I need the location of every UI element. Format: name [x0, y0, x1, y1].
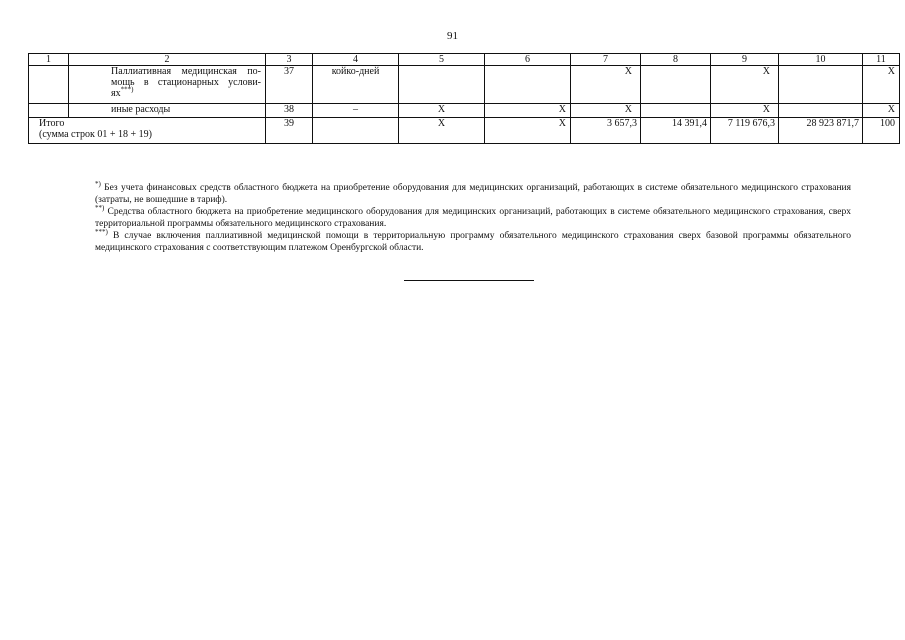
- header-cell: 9: [711, 54, 779, 66]
- footnotes: [95, 179, 852, 254]
- table-cell: –: [313, 104, 399, 118]
- table-cell: [485, 66, 571, 104]
- footnote: [95, 227, 851, 254]
- table-cell: [313, 118, 399, 144]
- table-cell: 38: [266, 104, 313, 118]
- header-cell: 5: [399, 54, 485, 66]
- footnote-mark: **): [95, 203, 105, 212]
- header-cell: 10: [779, 54, 863, 66]
- row-label-text: ях: [111, 88, 121, 99]
- table-cell: X: [711, 66, 779, 104]
- table-cell: X: [711, 104, 779, 118]
- closing-rule: [404, 280, 534, 281]
- table-cell: 3 657,3: [571, 118, 641, 144]
- header-row: [29, 54, 900, 66]
- table-cell: X: [863, 104, 900, 118]
- footnote-text: Средства областного бюджета на приобретение медицинского оборудования для медицинских организаций, работающих в системе обязательного медицинского страхования, сверх территориальной программы обязательного медицинского страхования.: [95, 207, 851, 229]
- table-cell: 37: [266, 66, 313, 104]
- footnote-mark: ***): [95, 227, 108, 236]
- header-cell: 2: [69, 54, 266, 66]
- table-cell: 100: [863, 118, 900, 144]
- table-cell: 7 119 676,3: [711, 118, 779, 144]
- header-cell: 11: [863, 54, 900, 66]
- header-cell: 8: [641, 54, 711, 66]
- footnote: [95, 203, 851, 230]
- table-cell: [779, 104, 863, 118]
- table-cell: X: [571, 104, 641, 118]
- header-cell: 1: [29, 54, 69, 66]
- table-cell: 28 923 871,7: [779, 118, 863, 144]
- table-cell: [779, 66, 863, 104]
- footnote-text: В случае включения паллиативной медицинской помощи в территориальную программу обязательного медицинского страхования сверх базовой программы обязательного медицинского страхования с соответствующим платежом Оренбургской области.: [95, 231, 851, 253]
- footnote-mark: *): [95, 179, 101, 188]
- row-label-line: Паллиативная медицинская по-: [111, 66, 261, 77]
- table-cell: [399, 66, 485, 104]
- footnote: [95, 179, 852, 206]
- row-label: [29, 118, 266, 144]
- table-cell: X: [485, 104, 571, 118]
- table-cell: X: [863, 66, 900, 104]
- table-cell: X: [485, 118, 571, 144]
- row-label-line: мощь в стационарных услови-: [111, 77, 261, 88]
- table-cell: [641, 66, 711, 104]
- table-row: [29, 118, 900, 144]
- footnote-mark: ***): [120, 85, 134, 94]
- header-cell: 4: [313, 54, 399, 66]
- row-label: иные расходы: [69, 104, 266, 118]
- page-number: 91: [447, 30, 458, 42]
- table-cell: 39: [266, 118, 313, 144]
- table-cell: X: [399, 104, 485, 118]
- table-cell: 14 391,4: [641, 118, 711, 144]
- header-cell: 3: [266, 54, 313, 66]
- table-cell: X: [399, 118, 485, 144]
- row-label-line: (сумма строк 01 + 18 + 19): [39, 129, 152, 140]
- table-cell: X: [571, 66, 641, 104]
- table-cell: [641, 104, 711, 118]
- table-row: [29, 104, 900, 118]
- header-cell: 6: [485, 54, 571, 66]
- table-cell: [29, 104, 69, 118]
- header-cell: 7: [571, 54, 641, 66]
- row-label-line: [111, 85, 261, 99]
- table-row: [29, 66, 900, 104]
- row-label-line: Итого: [39, 118, 65, 129]
- table-cell: [29, 66, 69, 104]
- row-label: [69, 66, 266, 104]
- footnote-text: Без учета финансовых средств областного бюджета на приобретение оборудования для медицинских организаций, работающих в системе обязательного медицинского страхования (затраты, не вошедшие в тариф).: [95, 183, 852, 205]
- table-cell: койко-дней: [313, 66, 399, 104]
- summary-table: [28, 53, 900, 144]
